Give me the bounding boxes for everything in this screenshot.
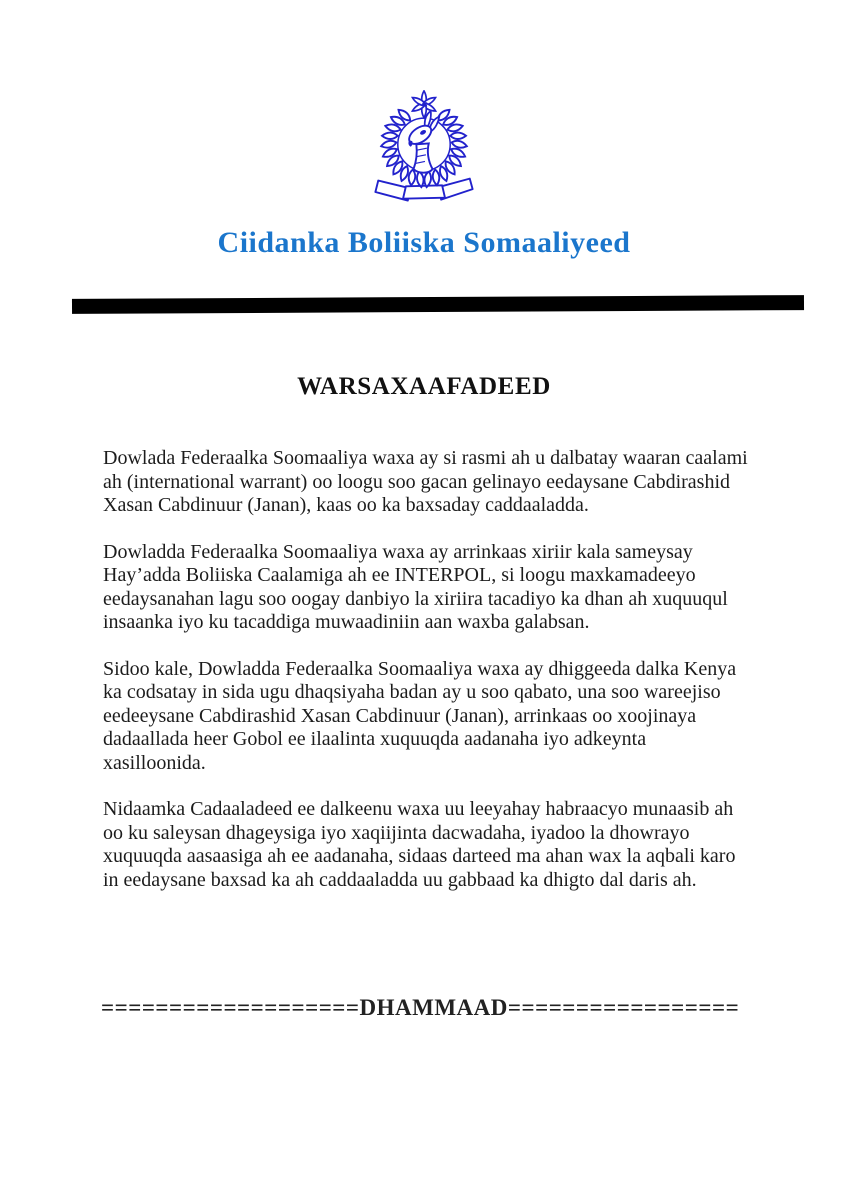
crest-star-icon <box>411 91 436 118</box>
crest-svg <box>372 90 477 212</box>
somali-police-crest-icon <box>372 90 477 212</box>
paragraph-4: Nidaamka Cadaaladeed ee dalkeenu waxa uu leeyahay habraacyo munaasib ah oo ku saleysan dhageysiga iyo xaqiijinta dacwadaha, iyadoo la dhowrayo xuquuqda aasaasiga ah ee aadanaha, sidaas darteed ma ahan wax la aqbali karo in eedaysane baxsad ka ah caddaaladda uu gabbaad ka dhigto dal daris ah. <box>103 798 736 891</box>
paragraph-3: Sidoo kale, Dowladda Federaalka Soomaaliya waxa ay dhiggeeda dalka Kenya ka codsatay in sida ugu dhaqsiyaha badan ay u soo qabato, una soo wareejiso eedeeysane Cabdirashid Xasan Cabdinuur (Janan), arrinkaas oo xoojinaya dadaallada heer Gobol ee ilaalinta xuquuqda aadanaha iyo adkeynta xasilloonida. <box>103 657 737 774</box>
paragraph-1: Dowlada Federaalka Soomaaliya waxa ay si rasmi ah u dalbatay waaran caalami ah (international warrant) oo loogu soo gacan gelinayo eedaysane Cabdirashid Xasan Cabdinuur (Janan), kaas oo ka baxsaday caddaaladda. <box>103 447 748 516</box>
paragraph-2: Dowladda Federaalka Soomaaliya waxa ay arrinkaas xiriir kala sameysay Hay’adda Boliiska Caalamiga ah ee INTERPOL, si loogu maxkamadeeyo eedaysanahan lagu soo oogay danbiyo la xiriira tacadiyo ka dhan ah xuquuqul insaanka iyo ku tacaddiga muwaadiniin aan waxba galabsan. <box>103 540 728 633</box>
document-body <box>103 447 748 915</box>
press-release-heading: WARSAXAAFADEED <box>297 373 551 400</box>
organization-title: Ciidanka Boliiska Somaaliyeed <box>217 226 631 259</box>
end-marker: ===================DHAMMAAD================= <box>101 995 740 1020</box>
divider-bar <box>72 295 804 314</box>
